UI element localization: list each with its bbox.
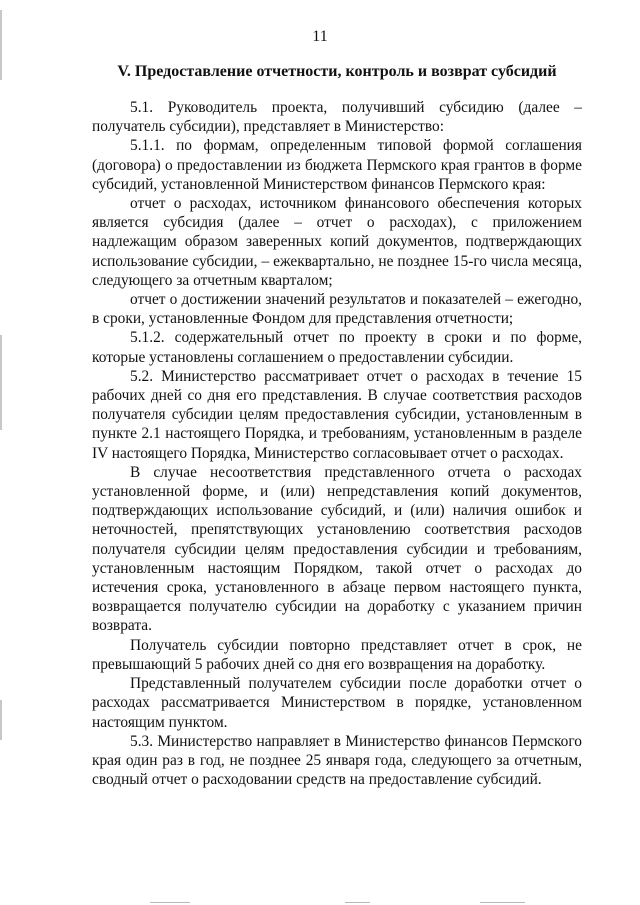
- section-heading: V. Предоставление отчетности, контроль и возврат субсидий: [117, 63, 557, 80]
- paragraph-5-1: 5.1. Руководитель проекта, получивший субсидию (далее – получатель субсидии), представляет в Министерство:: [92, 99, 582, 136]
- scan-edge-dash-right: [480, 902, 525, 903]
- scan-edge-dash-left: [150, 902, 190, 903]
- scan-edge-mark-low: [0, 700, 2, 740]
- paragraph-5-1-1: 5.1.1. по формам, определенным типовой формой соглашения (договора) о предоставлении из бюджета Пермского края грантов в форме субсидий, установленной Министерством финансов Пермского края:: [92, 137, 582, 193]
- paragraph-revised-review: Представленный получателем субсидии после доработки отчет о расходах рассматривается Министерством в порядке, установленном настоящим пунктом.: [92, 675, 582, 731]
- paragraph-nonconformity: В случае несоответствия представленного отчета о расходах установленной форме, и (или) непредставления копий документов, подтверждающих использование субсидий, и (или) наличия ошибок и неточностей, препятствующих установлению соответствия расходов получателя субсидии целям предоставления субсидии и требованиям, установленным настоящим Порядком, такой отчет о расходах до истечения срока, установленного в абзаце первом настоящего пункта, возвращается получателю субсидии на доработку с указанием причин возврата.: [92, 463, 582, 635]
- page-number: 11: [312, 28, 328, 45]
- scan-edge-mark-mid: [0, 335, 2, 430]
- paragraph-5-1-2: 5.1.2. содержательный отчет по проекту в сроки и по форме, которые установлены соглашением о предоставлении субсидии.: [92, 329, 582, 366]
- paragraph-5-2: 5.2. Министерство рассматривает отчет о расходах в течение 15 рабочих дней со дня его представления. В случае соответствия расходов получателя субсидии целям предоставления субсидии, установленным в пункте 2.1 настоящего Порядка, и требованиям, установленным в разделе IV настоящего Порядка, Министерство согласовывает отчет о расходах.: [92, 367, 582, 462]
- scan-edge-dash-center: [345, 902, 370, 903]
- paragraph-5-3: 5.3. Министерство направляет в Министерство финансов Пермского края один раз в год, не позднее 25 января года, следующего за отчетным, сводный отчет о расходовании средств на предоставление субсидий.: [92, 732, 582, 789]
- document-body: [92, 98, 582, 789]
- paragraph-resubmission: Получатель субсидии повторно представляет отчет в срок, не превышающий 5 рабочих дней со дня его возвращения на доработку.: [92, 636, 582, 673]
- paragraph-results-report: отчет о достижении значений результатов и показателей – ежегодно, в сроки, установленные Фондом для представления отчетности;: [92, 291, 582, 328]
- paragraph-expense-report: отчет о расходах, источником финансового обеспечения которых является субсидия (далее – отчет о расходах), с приложением надлежащим образом заверенных копий документов, подтверждающих использование субсидии, – ежеквартально, не позднее 15-го числа месяца, следующего за отчетным кварталом;: [92, 195, 582, 289]
